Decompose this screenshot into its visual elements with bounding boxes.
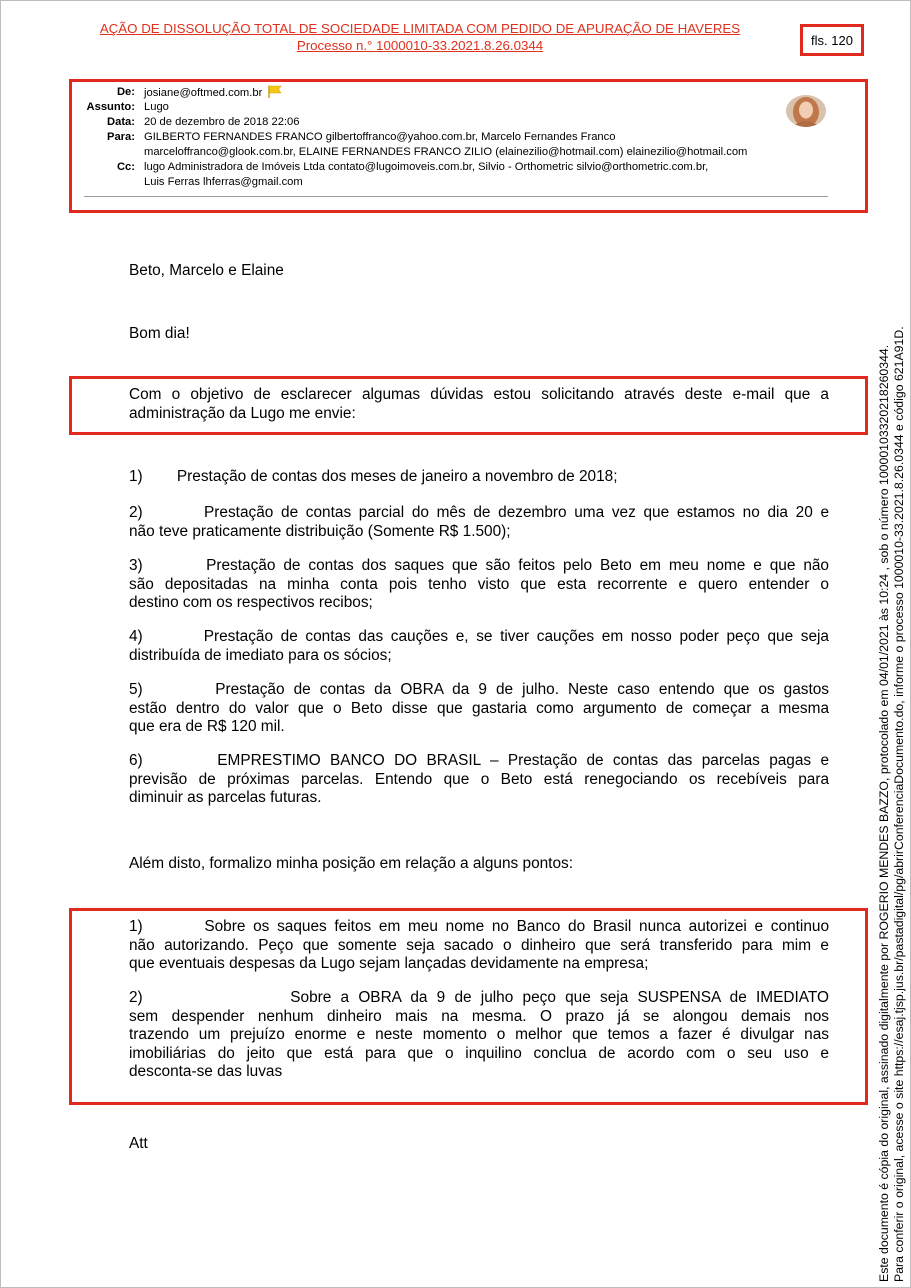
from-value <box>144 85 282 101</box>
page-number-box <box>800 24 864 56</box>
cc-line-2[interactable]: Luis Ferras lhferras@gmail.com <box>144 176 303 188</box>
item2-line-1: 2) Prestação de contas parcial do mês de dezembro uma vez que estamos no dia 20 e <box>129 504 829 521</box>
from-label: De: <box>116 86 135 98</box>
item6-line-2: previsão de próximas parcelas. Entendo que o Beto está renegociando os recebíveis para <box>129 770 829 788</box>
process-number: Processo n.° 1000010-33.2021.8.26.0344 <box>296 38 544 53</box>
position-intro: Além disto, formalizo minha posição em relação a alguns pontos: <box>129 855 573 872</box>
point1-line-3: que eventuais despesas da Lugo sejam lançadas devidamente na empresa; <box>129 955 649 972</box>
from-address[interactable]: josiane@oftmed.com.br <box>144 87 263 99</box>
intro-line-2: administração da Lugo me envie: <box>129 404 356 422</box>
item6-line-3: diminuir as parcelas futuras. <box>129 789 322 806</box>
item4-line-1: 4) Prestação de contas das cauções e, se tiver cauções em nosso poder peço que seja <box>129 628 829 645</box>
header-separator <box>84 196 828 197</box>
point1-line-1: 1) Sobre os saques feitos em meu nome no Banco do Brasil nunca autorizei e continuo <box>129 918 829 935</box>
item5-line-3: que era de R$ 120 mil. <box>129 718 285 735</box>
subject-label: Assunto: <box>86 101 135 113</box>
point2-line-4: imobiliárias do jeito que está para que o inquilino conclua de acordo com o seu uso e <box>129 1044 829 1062</box>
intro-line-1: Com o objetivo de esclarecer algumas dúvidas estou solicitando através deste e-mail que a <box>129 386 829 403</box>
request-item-2 <box>129 504 829 541</box>
cc-label: Cc: <box>116 161 135 173</box>
to-label: Para: <box>107 131 135 143</box>
greeting: Beto, Marcelo e Elaine <box>129 262 284 279</box>
document-title: AÇÃO DE DISSOLUÇÃO TOTAL DE SOCIEDADE LIMITADA COM PEDIDO DE APURAÇÃO DE HAVERES <box>99 21 741 36</box>
bom-dia: Bom dia! <box>129 325 190 342</box>
item3-line-2: são depositadas na minha conta pois tenho visto que esta recorrente e quero entender o <box>129 575 829 593</box>
subject-value: Lugo <box>144 101 169 113</box>
request-item-1: 1) Prestação de contas dos meses de janeiro a novembro de 2018; <box>129 468 618 485</box>
to-line-2[interactable]: marceloffranco@glook.com.br, ELAINE FERNANDES FRANCO ZILIO (elainezilio@hotmail.com) elainezilio@hotmail.com <box>144 146 748 158</box>
avatar-portrait-icon <box>786 95 826 127</box>
point1-line-2: não autorizando. Peço que somente seja sacado o dinheiro que será transferido para mim e <box>129 936 829 954</box>
point2-line-3: trazendo um prejuízo enorme e neste momento o melhor que temos a fazer é divulgar nas <box>129 1026 829 1043</box>
position-point-1 <box>129 918 829 974</box>
to-line-1[interactable]: GILBERTO FERNANDES FRANCO gilbertoffranco@yahoo.com.br, Marcelo Fernandes Franco <box>144 131 616 143</box>
signature-note-line-1: Este documento é cópia do original, assinado digitalmente por ROGERIO MENDES BAZZO, protocolado em 04/01/2021 às 10:24 , sob o número 10000103320218260344. <box>877 344 891 1282</box>
intro-paragraph <box>129 386 829 423</box>
item5-line-2: estão dentro do valor que o Beto disse que gastaria como argumento de começar a mesma <box>129 699 829 717</box>
cc-line-1[interactable]: lugo Administradora de Imóveis Ltda contato@lugoimoveis.com.br, Silvio - Orthometric silvio@orthometric.com.br, <box>144 161 709 173</box>
item3-line-1: 3) Prestação de contas dos saques que são feitos pelo Beto em meu nome e que não <box>129 557 829 574</box>
request-item-5 <box>129 681 829 737</box>
item4-line-2: distribuída de imediato para os sócios; <box>129 646 392 664</box>
point2-line-2: sem despender nenhum dinheiro mais na mesma. O prazo já se alongou demais nos <box>129 1007 829 1025</box>
request-item-3 <box>129 557 829 613</box>
point2-line-5: desconta-se das luvas <box>129 1063 283 1080</box>
position-point-2 <box>129 989 829 1082</box>
request-item-4 <box>129 628 829 665</box>
date-label: Data: <box>107 116 135 128</box>
request-item-6 <box>129 752 829 808</box>
item5-line-1: 5) Prestação de contas da OBRA da 9 de julho. Neste caso entendo que os gastos <box>129 681 829 698</box>
signature-note-line-2[interactable]: Para conferir o original, acesse o site https://esaj.tjsp.jus.br/pastadigital/pg/abrirConferenciaDocumento.do, informe o processo 1000010-33.2021.8.26.0344 e código 621A91D. <box>892 326 907 1282</box>
digital-signature-note <box>877 222 907 1282</box>
page-number: fls. 120 <box>811 32 853 48</box>
flag-icon <box>268 85 282 98</box>
point2-line-1: 2) Sobre a OBRA da 9 de julho peço que seja SUSPENSA de IMEDIATO <box>129 989 829 1006</box>
signoff: Att <box>129 1135 148 1152</box>
item6-line-1: 6) EMPRESTIMO BANCO DO BRASIL – Prestação de contas das parcelas pagas e <box>129 752 829 769</box>
item2-line-2: não teve praticamente distribuição (Somente R$ 1.500); <box>129 522 511 540</box>
sender-avatar <box>786 95 826 127</box>
date-value: 20 de dezembro de 2018 22:06 <box>144 116 300 128</box>
item3-line-3: destino com os respectivos recibos; <box>129 594 373 611</box>
